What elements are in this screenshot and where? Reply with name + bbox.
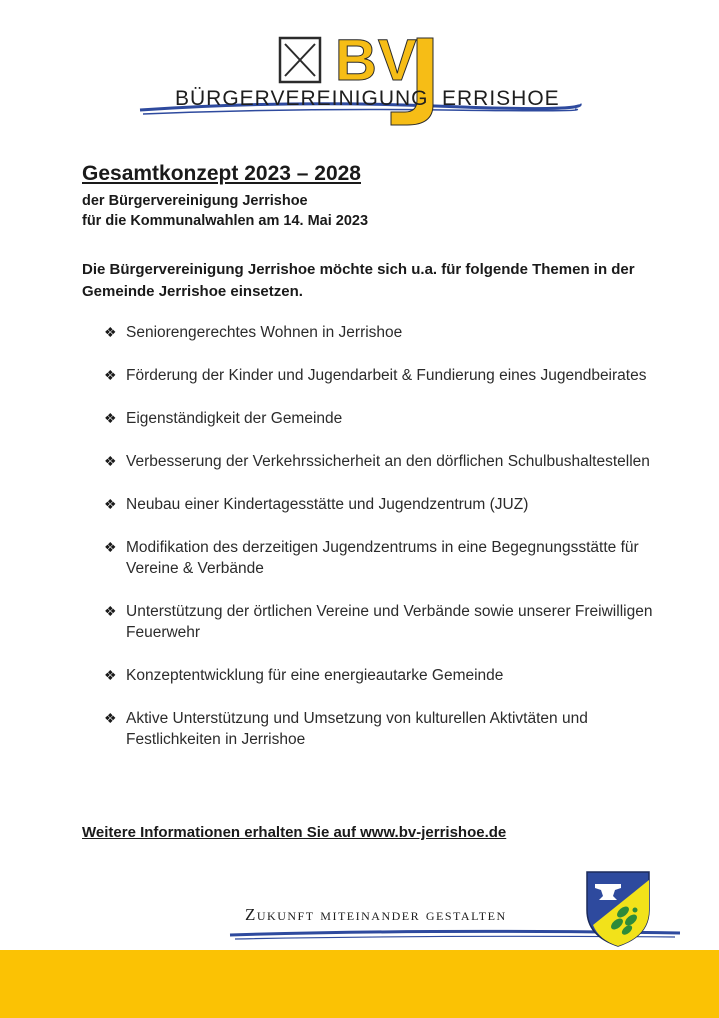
list-item: ❖ Eigenständigkeit der Gemeinde bbox=[104, 410, 343, 427]
more-info-link[interactable]: Weitere Informationen erhalten Sie auf www.bv-jerrishoe.de bbox=[82, 824, 507, 841]
list-item: ❖ Unterstützung der örtlichen Vereine und Verbände sowie unserer Freiwilligen Feuerwehr bbox=[104, 603, 653, 641]
list-item: ❖ Neubau einer Kindertagesstätte und Jugendzentrum (JUZ) bbox=[104, 496, 529, 513]
diamond-bullet-icon: ❖ bbox=[104, 667, 117, 683]
diamond-bullet-icon: ❖ bbox=[104, 496, 117, 512]
intro-text: Die Bürgervereinigung Jerrishoe möchte sich u.a. für folgende Themen in der Gemeinde Jerrishoe einsetzen. bbox=[82, 261, 635, 300]
logo-name-left: BÜRGERVEREINIGUNG bbox=[175, 87, 429, 110]
footer-color-band bbox=[0, 950, 719, 1018]
subtitle-line-2: für die Kommunalwahlen am 14. Mai 2023 bbox=[82, 213, 369, 229]
page-title: Gesamtkonzept 2023 – 2028 bbox=[82, 162, 361, 185]
list-item: ❖ Seniorengerechtes Wohnen in Jerrishoe bbox=[104, 324, 403, 341]
subtitle-line-1: der Bürgervereinigung Jerrishoe bbox=[82, 193, 308, 209]
municipality-crest bbox=[585, 870, 651, 948]
diamond-bullet-icon: ❖ bbox=[104, 603, 117, 619]
diamond-bullet-icon: ❖ bbox=[104, 539, 117, 555]
list-item: ❖ Förderung der Kinder und Jugendarbeit & Fundierung eines Jugendbeirates bbox=[104, 367, 647, 384]
bv-logo bbox=[135, 30, 585, 130]
topic-list bbox=[104, 322, 664, 772]
diamond-bullet-icon: ❖ bbox=[104, 710, 117, 726]
diamond-bullet-icon: ❖ bbox=[104, 367, 117, 383]
logo-name-right: ERRISHOE bbox=[442, 87, 560, 110]
list-item: ❖ Aktive Unterstützung und Umsetzung von kulturellen Aktivtäten und Festlichkeiten in Jerrishoe bbox=[104, 710, 588, 748]
list-item: ❖ Modifikation des derzeitigen Jugendzentrums in eine Begegnungsstätte für Vereine & Verbände bbox=[104, 539, 639, 577]
list-item: ❖ Konzeptentwicklung für eine energieautarke Gemeinde bbox=[104, 667, 504, 684]
coat-of-arms-icon bbox=[585, 870, 651, 948]
diamond-bullet-icon: ❖ bbox=[104, 453, 117, 469]
diamond-bullet-icon: ❖ bbox=[104, 410, 117, 426]
logo-name bbox=[175, 87, 560, 111]
slogan-text: Zukunft miteinander gestalten bbox=[245, 905, 507, 924]
logo-abbreviation: BV bbox=[335, 28, 418, 93]
list-item: ❖ Verbesserung der Verkehrssicherheit an den dörflichen Schulbushaltestellen bbox=[104, 453, 650, 470]
diamond-bullet-icon: ❖ bbox=[104, 324, 117, 340]
